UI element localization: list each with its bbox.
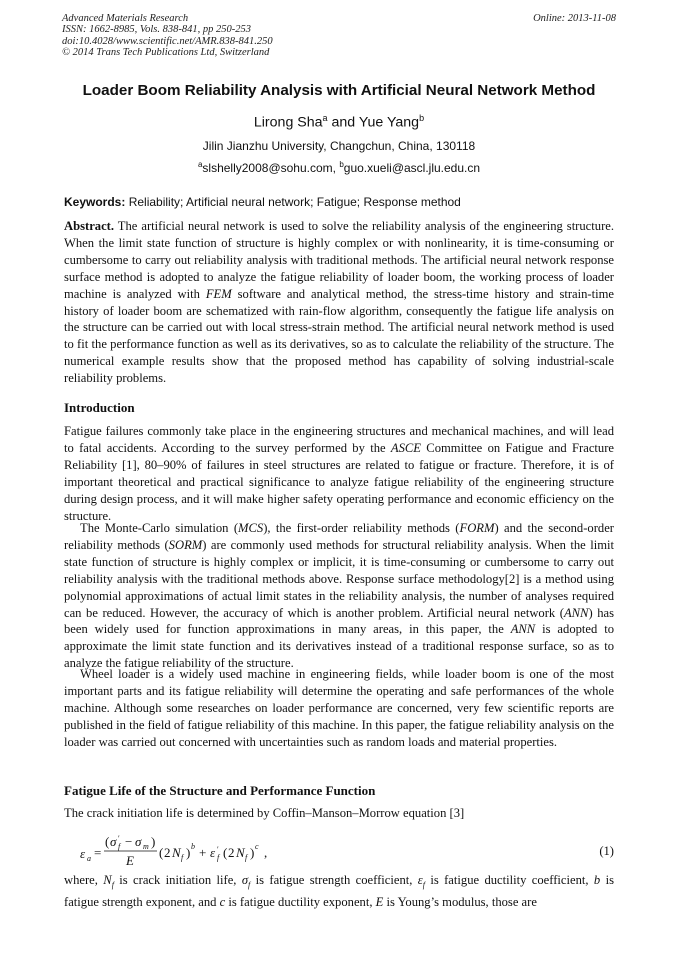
- email-separator: ,: [332, 161, 340, 175]
- online-date: Online: 2013-11-08: [533, 13, 616, 24]
- svg-text:c: c: [255, 842, 259, 851]
- equation-lead-in: The crack initiation life is determined by Coffin–Manson–Morrow equation [3]: [64, 806, 465, 820]
- equation-1: [64, 832, 614, 872]
- email-mark: a: [197, 160, 203, 169]
- paragraph-term: ANN: [563, 605, 589, 620]
- paragraph-text: is fatigue strength exponent, and: [64, 873, 614, 910]
- svg-text:(: (: [159, 845, 164, 860]
- paragraph-text: ), the first-order reliability methods (: [263, 521, 460, 535]
- paragraph-text: The Monte-Carlo simulation (: [80, 521, 239, 535]
- svg-text:): ): [250, 845, 255, 860]
- paper-title: Loader Boom Reliability Analysis with Artificial Neural Network Method: [82, 82, 596, 99]
- keywords: [64, 195, 616, 209]
- email-line: [0, 160, 678, 175]
- affiliation-mark: b: [419, 113, 425, 123]
- section-heading-fatigue-life: Fatigue Life of the Structure and Performance Function: [64, 783, 376, 798]
- abstract-term: FEM: [205, 286, 232, 301]
- svg-text:ε: ε: [210, 845, 216, 860]
- author-name: Yue Yang: [358, 114, 420, 131]
- svg-text:ε: ε: [80, 846, 86, 861]
- section-heading-introduction: Introduction: [64, 400, 135, 415]
- paragraph-text: Committee on Fatigue and Fracture Reliability [1], 80–90% of failures in steel structures are related to fatigue or fracture. Therefore, it is of important theoretical and practical significance to analyze fatigue reliability of the engineering structure during design process, and it will make higher safety operating performance and economic efficiency on the structure.: [64, 440, 614, 523]
- svg-text:b: b: [191, 842, 195, 851]
- author-name: Lirong Sha: [253, 114, 323, 131]
- svg-text:+: +: [199, 845, 207, 860]
- paragraph-text: is fatigue ductility coefficient,: [424, 873, 589, 887]
- svg-text:N: N: [172, 845, 181, 860]
- math-symbol: c: [219, 895, 226, 910]
- equation-number: (1): [599, 844, 614, 858]
- svg-text:): ): [151, 834, 156, 849]
- math-symbol: b: [593, 873, 601, 887]
- abstract-text: software and analytical method, the stress-time history and strain-time history of loader boom are schematized with rain-flow algorithm, consequently the fatigue life analysis on the structure can be carried out with local stress-strain method. The artificial neural network method is used to fit the performance function as well as its derivatives, so as to calculate the reliability of the structure. The numerical example results show that the proposed method has capability of solving industrial-scale reliability problems.: [64, 286, 615, 386]
- paragraph-text: is crack initiation life,: [113, 873, 242, 887]
- math-subscript: f: [422, 880, 425, 890]
- copyright-line: © 2014 Trans Tech Publications Ltd, Switzerland: [62, 47, 270, 59]
- paragraph-text: ) and the second-order reliability methods (: [64, 521, 614, 552]
- keywords-label: Keywords:: [64, 195, 126, 209]
- paragraph-text: ) has been widely used for function approximations in many areas, in this paper, the: [64, 605, 614, 637]
- abstract-label: Abstract.: [64, 219, 115, 233]
- svg-text:(: (: [105, 834, 110, 849]
- svg-text:2: 2: [164, 845, 171, 860]
- paragraph-term: ANN: [510, 622, 536, 637]
- journal-header: [62, 13, 616, 59]
- svg-text:f: f: [245, 853, 248, 862]
- svg-text:,: ,: [264, 845, 268, 860]
- equation-variable-definitions: [64, 872, 614, 911]
- svg-text:N: N: [236, 845, 245, 860]
- abstract: [64, 218, 614, 387]
- svg-text:2: 2: [228, 845, 235, 860]
- svg-text:′: ′: [118, 834, 120, 843]
- svg-text:E: E: [126, 853, 134, 868]
- keywords-text: Reliability; Artificial neural network; Fatigue; Response method: [125, 195, 461, 209]
- svg-text:f: f: [181, 853, 184, 862]
- svg-text:a: a: [87, 854, 91, 863]
- math-subscript: f: [111, 880, 114, 890]
- math-symbol: ε: [417, 873, 423, 887]
- svg-text:): ): [186, 845, 191, 860]
- paragraph-text: where,: [64, 873, 104, 887]
- paragraph-text: is Young’s modulus, those are: [383, 895, 537, 910]
- abstract-text: The artificial neural network is used to solve the reliability analysis of the engineering structure. When the limit state function of structure is highly complex or with nonlinearity, it is time-consuming or cumbersome to carry out reliability analysis with traditional methods. The artificial neural network response surface method is adopted to analyze the fatigue reliability of loader boom, the working process of loader machine is analyzed with: [64, 219, 614, 301]
- author-conjunction: and: [327, 114, 359, 131]
- math-symbol: N: [103, 873, 112, 887]
- paragraph-text: is fatigue strength coefficient,: [250, 873, 418, 887]
- svg-text:−: −: [125, 834, 133, 849]
- paragraph-text: Fatigue failures commonly take place in the engineering structures and mechanical machines, and will lead to fatal accidents. According to the survey performed by the: [64, 424, 614, 455]
- math-symbol: σ: [241, 873, 249, 887]
- paragraph-text: is fatigue ductility exponent,: [225, 895, 376, 910]
- email-mark: b: [339, 160, 344, 169]
- paragraph-term: FORM: [459, 521, 495, 535]
- math-symbol: E: [375, 895, 384, 910]
- paragraph-text: ) are commonly used methods for structural reliability analysis. When the limit state function of structure is highly complex or implicit, it is time-consuming or cumbersome to carry out reliability analysis with the traditional methods above. Response surface methodology[2] is a method using polynomial approximations of actual limit states in the reliability analysis, the number of analyses required can be reduced. However, the accuracy of which is another problem. Artificial neural network (: [64, 537, 614, 620]
- affiliation-mark: a: [322, 113, 328, 123]
- intro-paragraph-2: [64, 520, 614, 672]
- email-address: guo.xueli@ascl.jlu.edu.cn: [343, 161, 481, 175]
- svg-text:σ: σ: [135, 834, 142, 849]
- email-address: slshelly2008@sohu.com: [202, 161, 333, 175]
- svg-text:(: (: [223, 845, 228, 860]
- intro-paragraph-1: [64, 423, 614, 524]
- svg-text:m: m: [143, 842, 149, 851]
- paragraph-term: ASCE: [390, 440, 421, 455]
- svg-text:f: f: [118, 842, 121, 851]
- paragraph-term: MCS: [238, 521, 264, 535]
- svg-text:=: =: [94, 845, 102, 860]
- journal-name: Advanced Materials Research: [62, 13, 189, 24]
- affiliation: Jilin Jianzhu University, Changchun, China, 130118: [202, 139, 476, 153]
- issn-line: ISSN: 1662-8985, Vols. 838-841, pp 250-253: [62, 24, 251, 36]
- svg-text:′: ′: [217, 845, 219, 854]
- math-subscript: f: [248, 880, 251, 890]
- doi-line: doi:10.4028/www.scientific.net/AMR.838-841.250: [62, 35, 273, 47]
- author-line: [0, 113, 678, 131]
- paragraph-text: is adopted to approximate the limit state function and its derivatives instead of a traditional response surface, so as to analyze the fatigue reliability of the structure.: [64, 622, 615, 671]
- equation-1-formula: [80, 832, 320, 872]
- svg-text:f: f: [217, 853, 220, 862]
- svg-text:σ: σ: [110, 834, 117, 849]
- intro-paragraph-3: Wheel loader is a widely used machine in engineering fields, while loader boom is one of the most important parts and its fatigue reliability will determine the operating and safe performances of the whole machine. Although some researches on loader performance are concerned, very few scientific reports are published in the field of fatigue reliability of this machine. In this paper, the fatigue reliability analysis on the loader was carried out concerned with uncertainties such as random loads and material properties.: [64, 667, 614, 749]
- paragraph-term: SORM: [168, 537, 203, 552]
